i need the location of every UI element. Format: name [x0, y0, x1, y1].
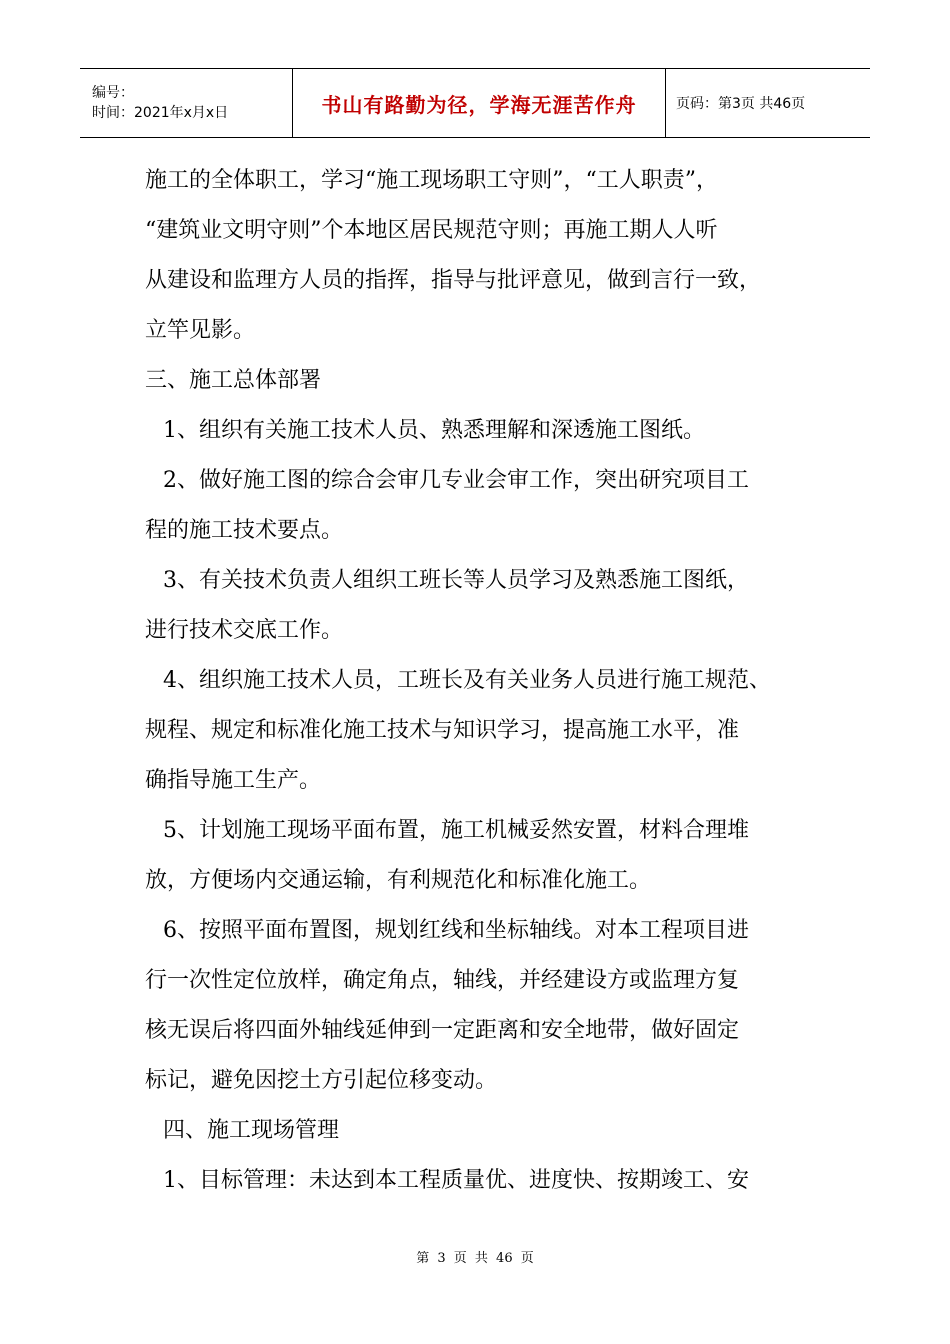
body-line: 4、组织施工技术人员，工班长及有关业务人员进行施工规范、 — [163, 668, 771, 693]
body-line: 3、有关技术负责人组织工班长等人员学习及熟悉施工图纸， — [163, 568, 749, 593]
document-date-label: 时间：2021年x月x日 — [92, 105, 229, 121]
section-heading: 四、施工现场管理 — [163, 1118, 340, 1143]
body-line: 进行技术交底工作。 — [145, 618, 344, 643]
body-line: 程的施工技术要点。 — [145, 518, 344, 543]
section-heading: 三、施工总体部署 — [145, 368, 322, 393]
body-line: 规程、规定和标准化施工技术与知识学习，提高施工水平，准 — [145, 718, 740, 743]
body-line: 1、目标管理：未达到本工程质量优、进度快、按期竣工、安 — [163, 1168, 749, 1193]
body-line: 立竿见影。 — [145, 318, 256, 343]
header-meta — [80, 69, 293, 137]
document-number-label: 编号： — [92, 85, 134, 101]
header-motto-cell — [293, 69, 666, 137]
header-motto: 书山有路勤为径，学海无涯苦作舟 — [321, 92, 637, 117]
body-line: 5、计划施工现场平面布置，施工机械妥然安置，材料合理堆 — [163, 818, 749, 843]
document-header — [80, 68, 870, 138]
body-line: “建筑业文明守则”个本地区居民规范守则；再施工期人人听 — [145, 218, 718, 243]
body-line: 核无误后将四面外轴线延伸到一定距离和安全地带，做好固定 — [145, 1018, 740, 1043]
body-line: 标记，避免因挖土方引起位移变动。 — [145, 1068, 498, 1093]
body-line: 从建设和监理方人员的指挥，指导与批评意见，做到言行一致， — [145, 268, 762, 293]
header-page-info: 页码：第3页 共46页 — [676, 96, 806, 112]
document-body — [145, 156, 810, 1206]
body-line: 1、组织有关施工技术人员、熟悉理解和深透施工图纸。 — [163, 418, 705, 443]
body-line: 行一次性定位放样，确定角点，轴线，并经建设方或监理方复 — [145, 968, 740, 993]
body-line: 施工的全体职工，学习“施工现场职工守则”，“工人职责”， — [145, 168, 718, 193]
body-line: 确指导施工生产。 — [145, 768, 322, 793]
body-line: 2、做好施工图的综合会审几专业会审工作，突出研究项目工 — [163, 468, 749, 493]
body-line: 放，方便场内交通运输，有利规范化和标准化施工。 — [145, 868, 652, 893]
body-line: 6、按照平面布置图，规划红线和坐标轴线。对本工程项目进 — [163, 918, 749, 943]
page-footer: 第 3 页 共 46 页 — [416, 1251, 534, 1266]
